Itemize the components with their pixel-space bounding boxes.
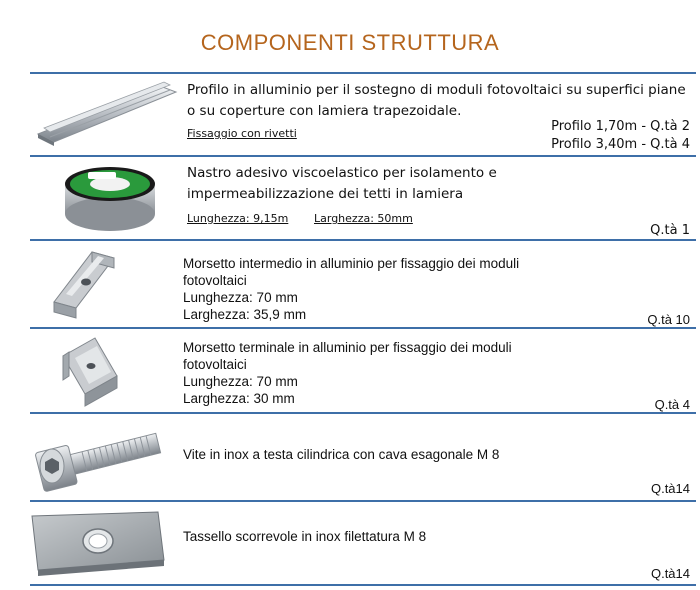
- divider: [30, 155, 696, 157]
- item-description-line: Tassello scorrevole in inox filettatura M 8: [183, 529, 427, 544]
- item-description: [183, 528, 426, 545]
- divider: [30, 239, 696, 241]
- item-quantity: Q.tà 4: [654, 397, 690, 412]
- item-description: Profilo in alluminio per il sostegno di moduli fotovoltaici su superfici piane o su coperture con lamiera trapezoidale.: [187, 82, 686, 119]
- item-quantity: Q.tà 10: [647, 312, 690, 327]
- item-description-line: Lunghezza: 70 mm: [183, 290, 298, 305]
- hex-socket-bolt-image: [32, 420, 164, 496]
- mid-clamp-image: [48, 244, 123, 326]
- item-description-line: Morsetto intermedio in alluminio per fissaggio dei moduli: [183, 256, 520, 271]
- item-description-line: fotovoltaici: [183, 273, 247, 288]
- page-title: COMPONENTI STRUTTURA: [200, 30, 500, 55]
- divider: [30, 72, 696, 74]
- item-note: Larghezza: 50mm: [314, 212, 413, 225]
- item-description: [183, 255, 519, 323]
- item-note: Fissaggio con rivetti: [187, 127, 297, 140]
- end-clamp-image: [55, 332, 125, 410]
- item-quantity: Q.tà14: [650, 566, 690, 581]
- item-description-line: Morsetto terminale in alluminio per fissaggio dei moduli: [183, 340, 512, 355]
- item-description-line: Lunghezza: 70 mm: [183, 374, 298, 389]
- divider: [30, 412, 696, 414]
- item-note: Lunghezza: 9,15m: [187, 212, 289, 225]
- item-quantity: Profilo 1,70m - Q.tà 2: [551, 119, 690, 134]
- item-quantity: Q.tà14: [650, 481, 690, 496]
- item-description-line: Vite in inox a testa cilindrica con cava esagonale M 8: [183, 447, 500, 462]
- sliding-nut-plate-image: [28, 508, 168, 578]
- item-quantity: Q.tà 1: [650, 223, 690, 238]
- divider: [30, 584, 696, 586]
- item-quantity: Profilo 3,40m - Q.tà 4: [551, 137, 690, 152]
- divider: [30, 327, 696, 329]
- adhesive-tape-roll-image: [60, 160, 160, 235]
- item-description-line: Larghezza: 30 mm: [183, 391, 295, 406]
- item-description-line: Larghezza: 35,9 mm: [183, 307, 307, 322]
- item-description: Nastro adesivo viscoelastico per isolamento e impermeabilizzazione dei tetti in lamiera: [187, 165, 497, 202]
- divider: [30, 500, 696, 502]
- item-description-line: fotovoltaici: [183, 357, 247, 372]
- item-description: [183, 339, 512, 407]
- item-description: [183, 446, 499, 463]
- aluminium-rail-profile-image: [30, 80, 180, 150]
